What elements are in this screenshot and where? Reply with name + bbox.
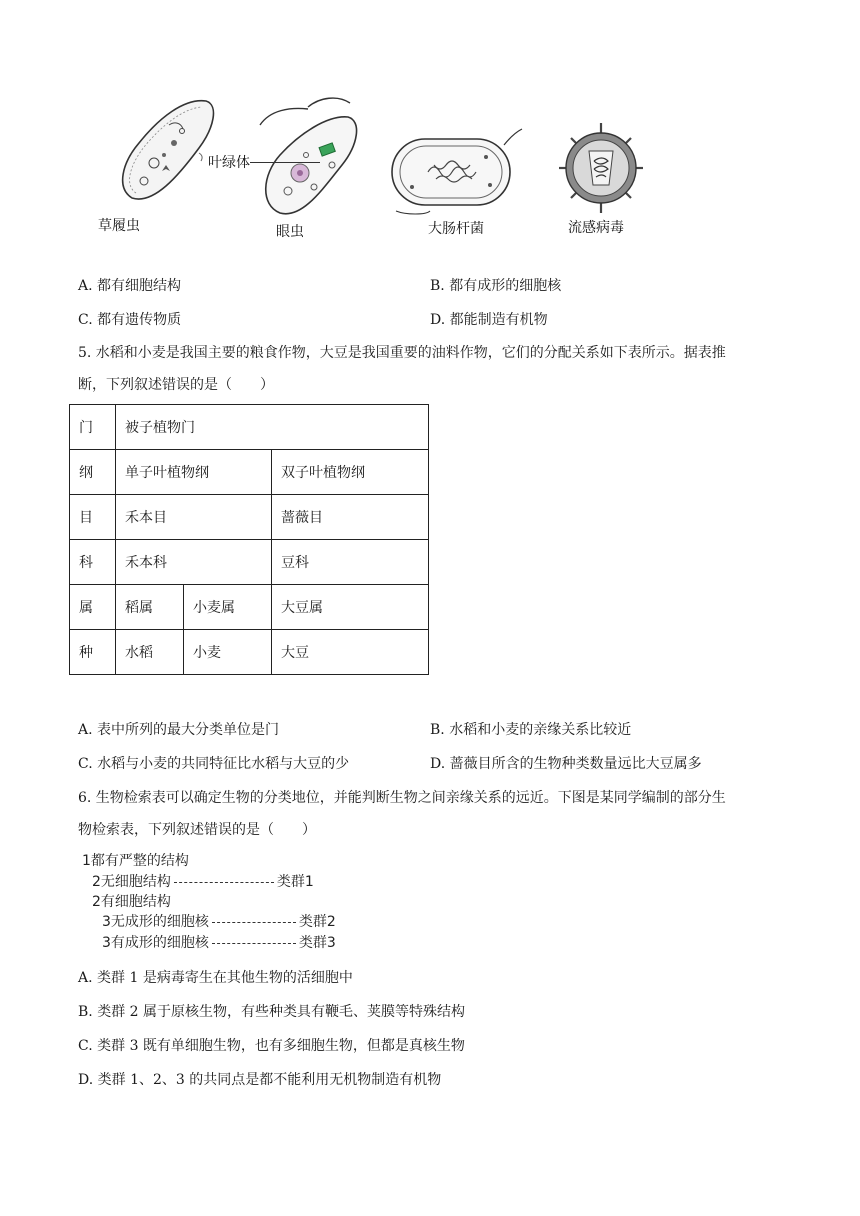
euglena-illustration xyxy=(250,95,370,225)
key-line-2: 2无细胞结构 类群1 xyxy=(92,874,314,890)
taxon-cell: 稻属 xyxy=(116,585,184,630)
table-row xyxy=(70,540,429,585)
taxon-cell: 豆科 xyxy=(272,540,429,585)
key-dash xyxy=(212,922,296,923)
q6-option-d[interactable]: D. 类群 1、2、3 的共同点是都不能利用无机物制造有机物 xyxy=(78,1072,442,1088)
taxon-cell: 单子叶植物纲 xyxy=(116,450,272,495)
q5-option-d[interactable]: D. 蔷薇目所含的生物种类数量远比大豆属多 xyxy=(430,756,702,772)
taxon-cell: 大豆 xyxy=(272,630,429,675)
q6-option-c[interactable]: C. 类群 3 既有单细胞生物，也有多细胞生物，但都是真核生物 xyxy=(78,1038,465,1054)
taxon-cell: 小麦 xyxy=(184,630,272,675)
organism-figure xyxy=(78,85,658,245)
key-line-1: 1都有严整的结构 xyxy=(82,853,189,869)
chloroplast-label: 叶绿体 xyxy=(208,155,250,171)
paramecium-illustration xyxy=(114,93,224,208)
rank-cell: 科 xyxy=(70,540,116,585)
rank-cell: 目 xyxy=(70,495,116,540)
chloroplast-pointer-line xyxy=(250,162,320,163)
key-dash xyxy=(212,943,296,944)
taxon-cell: 被子植物门 xyxy=(116,405,429,450)
taxon-cell: 小麦属 xyxy=(184,585,272,630)
paramecium-label: 草履虫 xyxy=(98,218,140,234)
taxon-cell: 水稻 xyxy=(116,630,184,675)
table-row xyxy=(70,495,429,540)
ecoli-label: 大肠杆菌 xyxy=(428,221,484,237)
classification-table xyxy=(69,404,429,675)
q4-option-a[interactable]: A. 都有细胞结构 xyxy=(78,278,182,294)
q5-option-a[interactable]: A. 表中所列的最大分类单位是门 xyxy=(78,722,280,738)
q6-stem-line1: 6. 生物检索表可以确定生物的分类地位，并能判断生物之间亲缘关系的远近。下图是某同学编制的部分生 xyxy=(78,790,726,806)
rank-cell: 属 xyxy=(70,585,116,630)
q6-option-a[interactable]: A. 类群 1 是病毒寄生在其他生物的活细胞中 xyxy=(78,970,353,986)
rank-cell: 门 xyxy=(70,405,116,450)
table-row xyxy=(70,630,429,675)
q6-stem-line2: 物检索表，下列叙述错误的是（ ） xyxy=(78,822,316,838)
table-row xyxy=(70,450,429,495)
table-row xyxy=(70,405,429,450)
q5-option-b[interactable]: B. 水稻和小麦的亲缘关系比较近 xyxy=(430,722,632,738)
key-dash xyxy=(174,882,274,883)
flu-virus-label: 流感病毒 xyxy=(568,220,624,236)
flu-virus-illustration xyxy=(556,121,646,215)
q5-stem-line1: 5. 水稻和小麦是我国主要的粮食作物，大豆是我国重要的油料作物，它们的分配关系如下表所示。据表推 xyxy=(78,345,726,361)
q5-stem-line2: 断，下列叙述错误的是（ ） xyxy=(78,377,274,393)
taxon-cell: 双子叶植物纲 xyxy=(272,450,429,495)
rank-cell: 纲 xyxy=(70,450,116,495)
euglena-label: 眼虫 xyxy=(276,224,304,240)
taxon-cell: 蔷薇目 xyxy=(272,495,429,540)
key-line-4: 3无成形的细胞核 类群2 xyxy=(102,914,336,930)
taxon-cell: 禾本目 xyxy=(116,495,272,540)
key-line-5: 3有成形的细胞核 类群3 xyxy=(102,935,336,951)
q4-option-c[interactable]: C. 都有遗传物质 xyxy=(78,312,182,328)
table-row xyxy=(70,585,429,630)
taxon-cell: 大豆属 xyxy=(272,585,429,630)
key-line-3: 2有细胞结构 xyxy=(92,894,171,910)
q4-option-b[interactable]: B. 都有成形的细胞核 xyxy=(430,278,562,294)
rank-cell: 种 xyxy=(70,630,116,675)
q4-option-d[interactable]: D. 都能制造有机物 xyxy=(430,312,548,328)
q6-option-b[interactable]: B. 类群 2 属于原核生物，有些种类具有鞭毛、荚膜等特殊结构 xyxy=(78,1004,465,1020)
ecoli-illustration xyxy=(386,127,526,219)
taxon-cell: 禾本科 xyxy=(116,540,272,585)
q5-option-c[interactable]: C. 水稻与小麦的共同特征比水稻与大豆的少 xyxy=(78,756,350,772)
